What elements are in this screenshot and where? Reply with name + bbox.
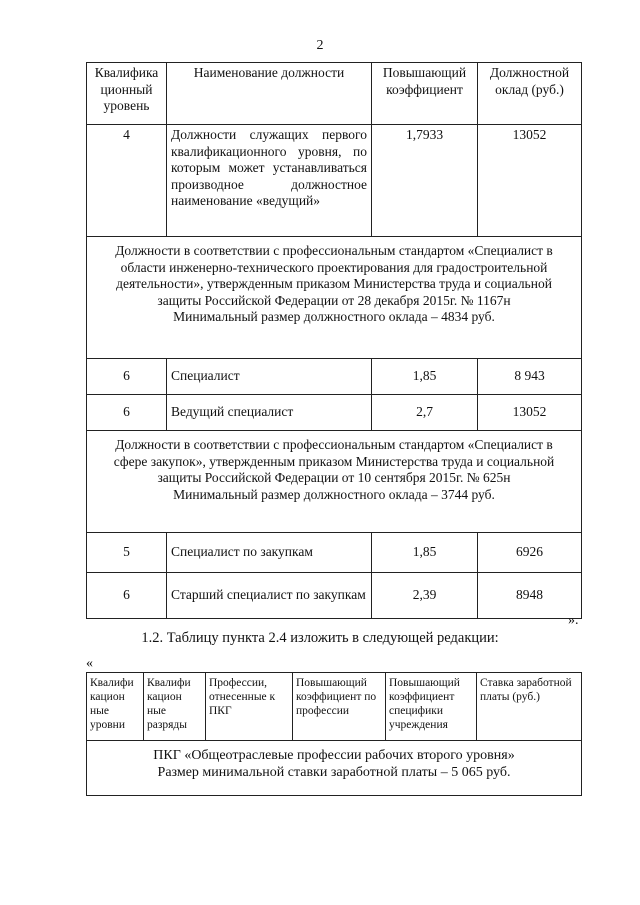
cell-position-name: Специалист по закупкам xyxy=(167,533,372,573)
section-pkg-workers xyxy=(87,741,582,796)
header-institution-coefficient: Повышающий коэффициент специфики учреждения xyxy=(386,673,477,741)
section-standard-procurement xyxy=(87,431,582,533)
amendment-paragraph: 1.2. Таблицу пункта 2.4 изложить в следующей редакции: xyxy=(141,630,499,646)
table-row xyxy=(87,533,582,573)
cell-position-name: Должности служащих первого квалификационного уровня, по которым может устанавливаться производное должностное наименование «ведущий» xyxy=(167,125,372,237)
cell-salary: 8948 xyxy=(478,573,582,619)
cell-position-name: Ведущий специалист xyxy=(167,395,372,431)
header-wage-rate: Ставка заработной платы (руб.) xyxy=(477,673,582,741)
cell-salary: 6926 xyxy=(478,533,582,573)
cell-salary: 13052 xyxy=(478,125,582,237)
header-salary: Должностной оклад (руб.) xyxy=(478,63,582,125)
header-position-name: Наименование должности xyxy=(167,63,372,125)
cell-level: 4 xyxy=(87,125,167,237)
section-title: ПКГ «Общеотраслевые профессии рабочих второго уровня» xyxy=(153,748,515,763)
section-text: Должности в соответствии с профессиональным стандартом «Специалист в области инженерно-технического проектирования для градостроительной деятельности», утвержденным приказом Министерства труда и социальной защиты Российской Федерации от 28 декабря 2015г. № 1167н xyxy=(115,243,553,308)
opening-quote: « xyxy=(86,656,93,671)
cell-coefficient: 2,39 xyxy=(372,573,478,619)
section-min-salary: Минимальный размер должностного оклада – 4834 руб. xyxy=(173,309,495,324)
cell-level: 6 xyxy=(87,395,167,431)
cell-coefficient: 1,85 xyxy=(372,359,478,395)
closing-quote: ». xyxy=(568,613,579,628)
section-min-rate: Размер минимальной ставки заработной платы – 5 065 руб. xyxy=(157,765,511,780)
header-qualification-level: Квалифика ционный уровень xyxy=(87,63,167,125)
header-coefficient: Повышающий коэффициент xyxy=(372,63,478,125)
cell-level: 6 xyxy=(87,359,167,395)
header-qualification-levels: Квалифи кацион ные уровни xyxy=(87,673,144,741)
salary-table xyxy=(86,62,582,619)
section-row xyxy=(87,237,582,359)
cell-salary: 8 943 xyxy=(478,359,582,395)
cell-coefficient: 1,7933 xyxy=(372,125,478,237)
cell-salary: 13052 xyxy=(478,395,582,431)
table-row xyxy=(87,125,582,237)
worker-rates-table xyxy=(86,672,582,796)
section-row xyxy=(87,741,582,796)
table-row xyxy=(87,573,582,619)
section-standard-engineering xyxy=(87,237,582,359)
table-row xyxy=(87,359,582,395)
cell-position-name: Старший специалист по закупкам xyxy=(167,573,372,619)
header-profession-coefficient: Повышающий коэффициент по профессии xyxy=(293,673,386,741)
cell-coefficient: 1,85 xyxy=(372,533,478,573)
table-header-row xyxy=(87,673,582,741)
header-professions: Профессии, отнесенные к ПКГ xyxy=(206,673,293,741)
section-text: Должности в соответствии с профессиональным стандартом «Специалист в сфере закупок», утвержденным приказом Министерства труда и социальной защиты Российской Федерации от 10 сентября 2015г. № 625н xyxy=(113,437,555,485)
table-row xyxy=(87,395,582,431)
section-min-salary: Минимальный размер должностного оклада – 3744 руб. xyxy=(173,486,495,502)
cell-position-name: Специалист xyxy=(167,359,372,395)
cell-level: 5 xyxy=(87,533,167,573)
table-header-row xyxy=(87,63,582,125)
cell-coefficient: 2,7 xyxy=(372,395,478,431)
page-number: 2 xyxy=(316,38,324,53)
cell-level: 6 xyxy=(87,573,167,619)
section-row xyxy=(87,431,582,533)
header-qualification-grades: Квалифи кацион ные разряды xyxy=(144,673,206,741)
